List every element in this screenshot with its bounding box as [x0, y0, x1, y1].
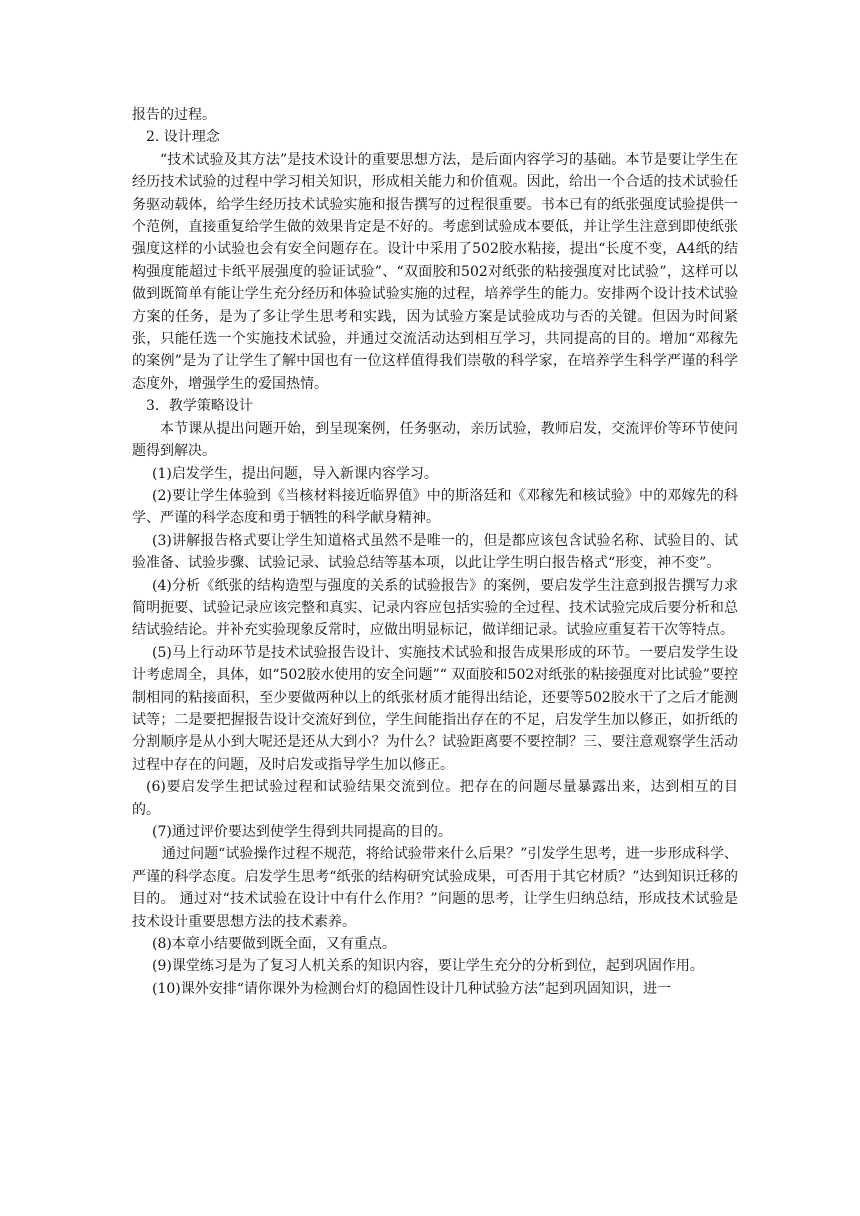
list-item-3: (3)讲解报告格式要让学生知道格式虽然不是唯一的，但是都应该包含试验名称、试验目的、试验准备、试验步骤、试验记录、试验总结等基本项，以此让学生明白报告格式“形变，神不变”。 [132, 532, 738, 572]
paragraph-continuation: 报告的过程。 [132, 107, 216, 123]
section-heading-design-concept: 2. 设计理念 [146, 129, 220, 146]
list-item-2: (2)要让学生体验到《当核材料接近临界值》中的斯洛廷和《邓稼先和核试验》中的邓嫁先的科学、严谨的科学态度和勇于牺牲的科学献身精神。 [132, 487, 738, 527]
list-item-7: (7)通过评价要达到使学生得到共同提高的目的。 [152, 824, 452, 840]
section-heading-teaching-strategy: 3．教学策略设计 [146, 398, 253, 415]
list-item-5: (5)马上行动环节是技术试验报告设计、实施技术试验和报告成果形成的环节。一要启发学生设计考虑周全，具体，如“502胶水使用的安全问题”“ 双面胶和502对纸张的粘接强度对比试验”要控制相同的粘接面积，至少要做两种以上的纸张材质才能得出结论，还要等502胶水干了之后才能测试等；二是要把握报告设计交流好到位，学生间能指出存在的不足，启发学生加以修正，如折纸的分割顺序是从小到大呢还是还从大到小？为什么？试验距离要不要控制？三、要注意观察学生活动过程中存在的问题，及时启发或指导学生加以修正。 [132, 644, 738, 773]
list-item-8: (8)本章小结要做到既全面，又有重点。 [152, 936, 396, 953]
paragraph-design-concept: “技术试验及其方法”是技术设计的重要思想方法，是后面内容学习的基础。本节是要让学生在经历技术试验的过程中学习相关知识，形成相关能力和价值观。因此，给出一个合适的技术试验任务驱动载体，给学生经历技术试验实施和报告撰写的过程很重要。书本已有的纸张强度试验提供一个范例，直接重复给学生做的效果肯定是不好的。考虑到试验成本要低，并让学生注意到即使纸张强度这样的小试验也会有安全问题存在。设计中采用了502胶水粘接，提出“长度不变，A4纸的结构强度能超过卡纸平展强度的验证试验”、“双面胶和502对纸张的粘接强度对比试验”，这样可以做到既简单有能让学生充分经历和体验试验实施的过程，培养学生的能力。安排两个设计技术试验方案的任务，是为了多让学生思考和实践，因为试验方案是试验成功与否的关键。但因为时间紧张，只能任选一个实施技术试验，并通过交流活动达到相互学习，共同提高的目的。增加“邓稼先的案例”是为了让学生了解中国也有一位这样值得我们崇敬的科学家，在培养学生科学严谨的科学态度外，增强学生的爱国热情。 [132, 151, 738, 392]
list-item-4: (4)分析《纸张的结构造型与强度的关系的试验报告》的案例，要启发学生注意到报告撰写力求简明扼要、试验记录应该完整和真实、记录内容应包括实验的全过程、技术试验完成后要分析和总结试验结论。并补充实验现象反常时，应做出明显标记，做详细记录。试验应重复若干次等特点。 [132, 577, 738, 639]
list-item-10: (10)课外安排“请你课外为检测台灯的稳固性设计几种试验方法”起到巩固知识，进一 [152, 980, 672, 997]
document-body [132, 104, 738, 1000]
list-item-1: (1)启发学生，提出问题，导入新课内容学习。 [152, 465, 438, 482]
list-item-6: (6)要启发学生把试验过程和试验结果交流到位。把存在的问题尽量暴露出来，达到相互的目的。 [132, 779, 738, 818]
list-item-9: (9)课堂练习是为了复习人机关系的知识内容，要让学生充分的分析到位，起到巩固作用。 [152, 958, 704, 975]
paragraph-strategy-intro: 本节课从提出问题开始，到呈现案例，任务驱动，亲历试验，教师启发，交流评价等环节使问题得到解决。 [132, 420, 738, 460]
paragraph-evaluation: 通过问题“试验操作过程不规范，将给试验带来什么后果？”引发学生思考，进一步形成科学、严谨的科学态度。启发学生思考“纸张的结构研究试验成果，可否用于其它材质？”达到知识迁移的目的。 通过对“技术试验在设计中有什么作用？”问题的思考，让学生归纳总结，形成技术试验是技术设计重要思想方法的技术素养。 [132, 846, 738, 930]
